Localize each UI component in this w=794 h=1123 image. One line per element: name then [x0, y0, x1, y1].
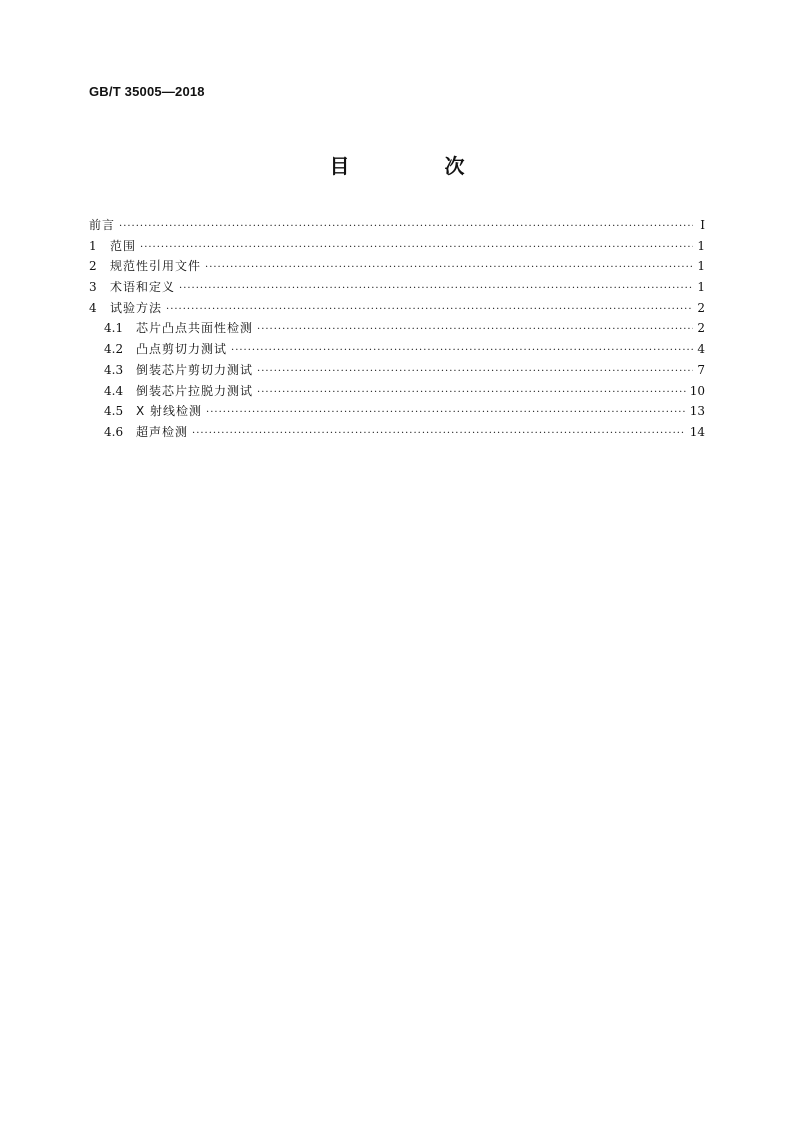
toc-entry-label: 规范性引用文件	[110, 259, 202, 274]
toc-dot-leader	[257, 324, 693, 335]
toc-entry-4-5[interactable]	[89, 402, 705, 423]
toc-dot-leader	[179, 283, 693, 294]
toc-entry-label: 倒装芯片拉脱力测试	[136, 383, 254, 398]
toc-entry-label: 术语和定义	[110, 280, 176, 295]
toc-entry-page: 2	[697, 300, 705, 315]
toc-entry-number: 3	[89, 280, 97, 295]
toc-entry-page: 13	[689, 404, 705, 419]
toc-entry-page: 1	[697, 259, 705, 274]
toc-dot-leader	[192, 428, 686, 439]
toc-dot-leader	[119, 221, 693, 232]
toc-dot-leader	[205, 262, 693, 273]
toc-entry-test-methods[interactable]	[89, 299, 705, 320]
toc-entry-number: 4.5	[104, 404, 124, 419]
toc-dot-leader	[140, 242, 693, 253]
toc-entry-normative-references[interactable]	[89, 257, 705, 278]
toc-entry-page: 2	[697, 321, 705, 336]
toc-entry-label: 倒装芯片剪切力测试	[136, 362, 254, 377]
toc-entry-label: 前言	[89, 218, 116, 232]
toc-entry-page: 4	[697, 342, 705, 357]
toc-entry-label: 范围	[110, 238, 137, 253]
toc-dot-leader	[166, 304, 693, 315]
toc-entry-number: 4.2	[104, 342, 124, 357]
toc-entry-number: 4.1	[104, 321, 124, 336]
toc-entry-number: 1	[89, 238, 97, 253]
toc-entry-label: 超声检测	[136, 424, 189, 439]
toc-dot-leader	[206, 407, 686, 418]
toc-entry-label: 芯片凸点共面性检测	[136, 321, 254, 336]
toc-dot-leader	[257, 366, 693, 377]
toc-entry-page: 10	[689, 383, 705, 398]
standard-number: GB/T 35005—2018	[89, 84, 205, 99]
toc-dot-leader	[257, 387, 686, 398]
toc-entry-number: 4.3	[104, 362, 124, 377]
toc-entry-number: 4	[89, 300, 97, 315]
toc-entry-label: 凸点剪切力测试	[136, 342, 228, 357]
toc-entry-foreword[interactable]	[89, 216, 705, 237]
toc-entry-page: 14	[689, 424, 705, 439]
toc-entry-page: 7	[697, 362, 705, 377]
toc-entry-number: 2	[89, 259, 97, 274]
toc-entry-number: 4.4	[104, 383, 124, 398]
toc-entry-4-3[interactable]	[89, 361, 705, 382]
toc-entry-label: 试验方法	[110, 300, 163, 315]
toc-entry-terms-definitions[interactable]	[89, 278, 705, 299]
toc-entry-4-1[interactable]	[89, 319, 705, 340]
toc-entry-scope[interactable]	[89, 237, 705, 258]
page-title: 目 次	[329, 154, 509, 178]
toc-entry-page: 1	[697, 280, 705, 295]
toc-entry-page: Ⅰ	[700, 218, 705, 232]
toc-entry-label: X 射线检测	[136, 404, 203, 419]
toc-entry-number: 4.6	[104, 424, 124, 439]
toc-entry-4-4[interactable]	[89, 382, 705, 403]
toc-dot-leader	[231, 345, 693, 356]
toc-entry-4-2[interactable]	[89, 340, 705, 361]
table-of-contents	[89, 216, 705, 444]
toc-entry-4-6[interactable]	[89, 423, 705, 444]
toc-entry-page: 1	[697, 238, 705, 253]
